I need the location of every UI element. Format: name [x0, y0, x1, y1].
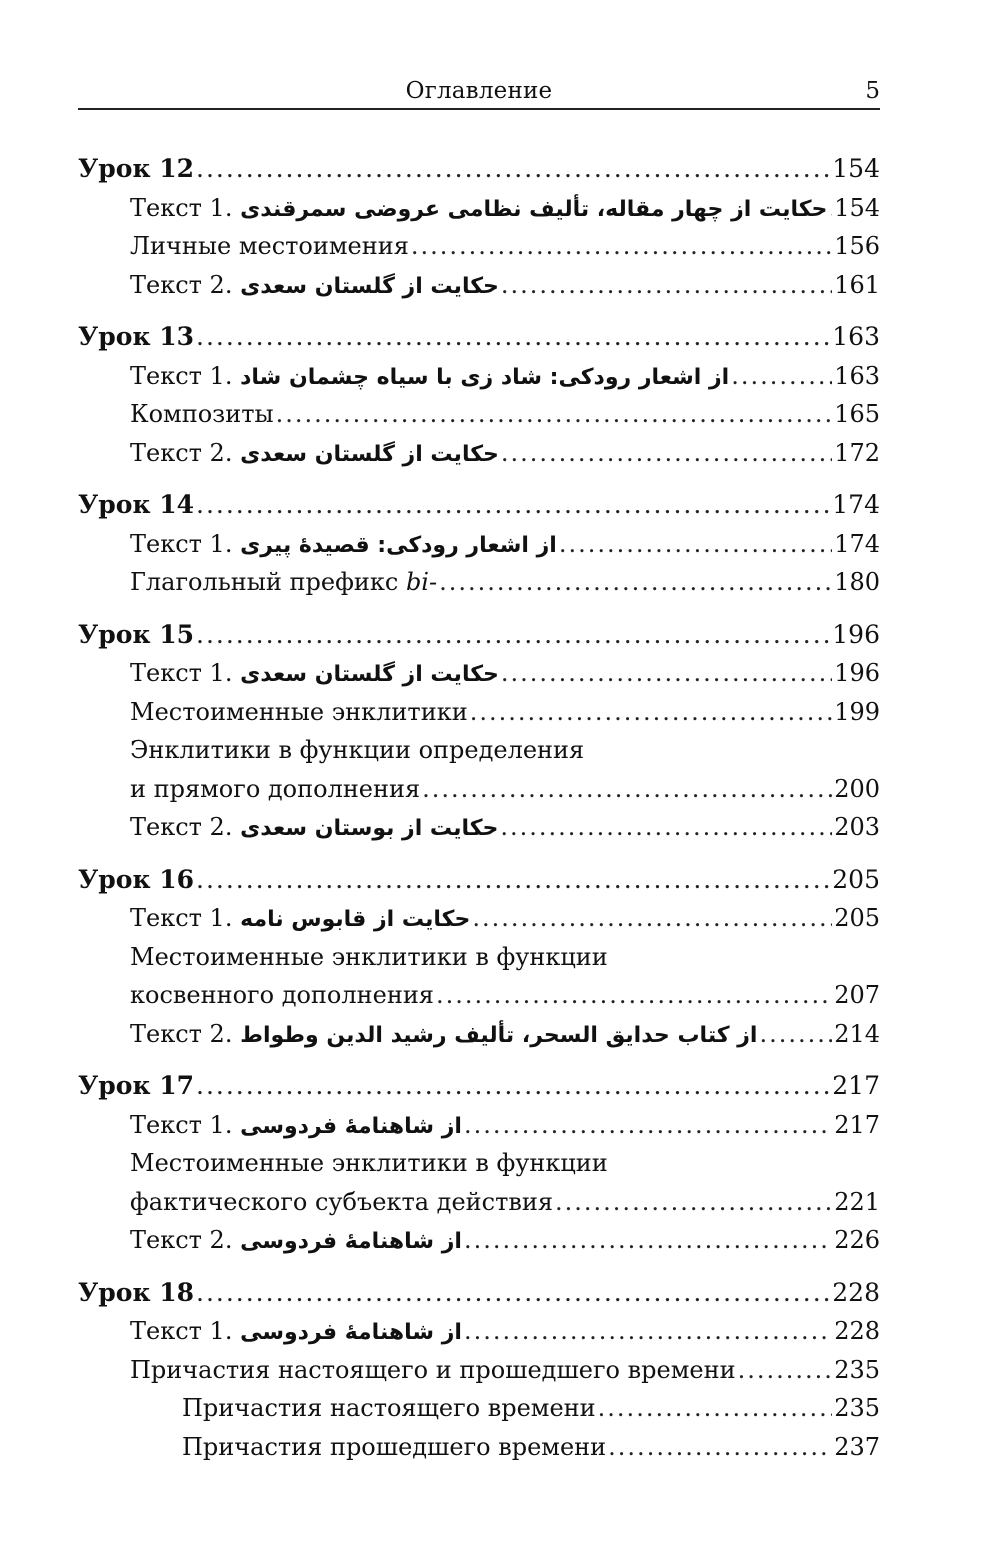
entry-title: Причастия настоящего времени [182, 1394, 596, 1422]
toc-entry[interactable] [78, 266, 880, 305]
entry-prefix: Текст 1. [130, 659, 233, 687]
entry-prefix: Текст 2. [130, 438, 233, 467]
page-ref: 205 [834, 904, 880, 932]
entry-prefix: Текст 1. [130, 904, 233, 932]
toc-lesson-block [78, 616, 880, 847]
entry-label [130, 938, 608, 977]
leader-dots [731, 357, 832, 396]
toc-entry[interactable] [78, 1106, 880, 1145]
page-ref: 154 [832, 154, 880, 183]
entry-persian-title: از اشعار رودکی: شاد زی با سیاه چشمان شاد [240, 364, 730, 390]
page-ref: 165 [834, 400, 880, 428]
entry-label [130, 227, 409, 266]
toc-entry[interactable] [78, 395, 880, 434]
page-ref: 217 [834, 1110, 880, 1139]
toc-entry[interactable] [78, 808, 880, 847]
leader-dots [196, 150, 830, 189]
entry-persian-title: از شاهنامهٔ فردوسی [240, 1320, 462, 1345]
page-ref: 237 [834, 1432, 880, 1461]
entry-prefix: Текст 1. [130, 361, 233, 390]
toc-lesson-block [78, 486, 880, 602]
entry-persian-title: حکایت از چهار مقاله، تألیف نظامی عروضی سمرقندی [240, 196, 828, 222]
page-ref: 174 [832, 490, 880, 519]
entry-label [130, 563, 437, 602]
leader-dots [501, 434, 832, 473]
entry-persian-title: حکایت از گلستان سعدی [240, 273, 499, 299]
toc-entry[interactable] [78, 1312, 880, 1351]
entry-prefix: Текст 1. [130, 193, 233, 222]
entry-label [130, 976, 434, 1015]
leader-dots [436, 976, 832, 1015]
toc-lesson-block [78, 1274, 880, 1467]
page-ref: 199 [834, 697, 880, 726]
lesson-title: Урок 17 [78, 1071, 194, 1100]
lesson-title: Урок 16 [78, 864, 194, 894]
entry-persian-title: از شاهنامهٔ فردوسی [240, 1229, 462, 1254]
entry-persian-title: حکایت از گلستان سعدی [240, 441, 499, 467]
leader-dots [598, 1389, 833, 1428]
page-ref: 221 [834, 1187, 880, 1216]
toc-entry[interactable] [78, 563, 880, 602]
entry-label [130, 693, 468, 732]
page-ref: 196 [832, 619, 880, 649]
toc-entry[interactable] [78, 938, 880, 977]
leader-dots [608, 1428, 832, 1467]
entry-title: Глагольный префикс [130, 568, 399, 596]
page-ref: 163 [832, 322, 880, 351]
leader-dots [829, 189, 832, 228]
toc-entry[interactable] [78, 357, 880, 396]
page-ref: 226 [834, 1226, 880, 1254]
toc-entry[interactable] [78, 899, 880, 938]
entry-persian-title: حکایت از بوستان سعدی [240, 816, 499, 841]
lesson-title: Урок 12 [78, 154, 194, 183]
toc-entry[interactable] [78, 976, 880, 1015]
page-ref: 163 [834, 361, 880, 390]
toc-entry[interactable] [78, 654, 880, 693]
page-ref: 196 [834, 659, 880, 687]
leader-dots [464, 1221, 832, 1260]
toc-lesson-block [78, 150, 880, 304]
leader-dots [470, 693, 833, 732]
entry-title: Местоименные энклитики [130, 697, 468, 726]
entry-label [130, 1106, 462, 1147]
entry-label [130, 1221, 462, 1262]
entry-persian-title: حکایت از قابوس نامه [240, 907, 471, 932]
entry-title: Причастия прошедшего времени [182, 1432, 607, 1461]
entry-title: косвенного дополнения [130, 981, 434, 1009]
leader-dots [196, 1067, 830, 1106]
leader-dots [464, 1312, 832, 1351]
page-ref: 228 [834, 1317, 880, 1345]
toc-entry[interactable] [78, 1221, 880, 1260]
toc-entry[interactable] [78, 1183, 880, 1222]
leader-dots [422, 770, 832, 809]
toc-lesson-block [78, 318, 880, 472]
leader-dots [411, 227, 832, 266]
entry-persian-title: از اشعار رودکی: قصیدهٔ پیری [240, 532, 557, 558]
entry-label [130, 1183, 553, 1222]
leader-dots [464, 1106, 832, 1145]
page-ref: 228 [832, 1277, 880, 1307]
entry-label [130, 770, 420, 809]
page-ref: 180 [834, 568, 880, 596]
leader-dots [738, 1351, 833, 1390]
entry-prefix: Текст 2. [130, 270, 233, 299]
entry-title: Причастия настоящего и прошедшего времени [130, 1355, 736, 1384]
toc-lesson-block [78, 1067, 880, 1260]
leader-dots [501, 266, 832, 305]
toc-lesson-heading[interactable] [78, 486, 880, 525]
leader-dots [559, 525, 832, 564]
entry-prefix: Текст 2. [130, 1019, 233, 1048]
page-ref: 235 [834, 1355, 880, 1384]
toc-entry[interactable] [78, 434, 880, 473]
leader-dots [196, 861, 830, 900]
entry-italic: bi- [405, 568, 438, 596]
entry-label [130, 1015, 757, 1056]
entry-title: Личные местоимения [130, 232, 409, 260]
page-ref: 217 [832, 1071, 880, 1100]
page-ref: 235 [834, 1394, 880, 1422]
toc-entry[interactable] [78, 1015, 880, 1054]
entry-prefix: Текст 2. [130, 1226, 233, 1254]
lesson-title: Урок 15 [78, 619, 194, 649]
toc-lesson-heading[interactable] [78, 318, 880, 357]
page-ref: 203 [834, 813, 880, 841]
entry-label [130, 434, 499, 475]
leader-dots [196, 318, 830, 357]
leader-dots [555, 1183, 832, 1222]
toc-lesson-heading[interactable] [78, 150, 880, 189]
entry-label [130, 525, 557, 566]
page-ref: 161 [834, 270, 880, 299]
entry-label [182, 1389, 596, 1428]
lesson-title: Урок 14 [78, 490, 194, 519]
entry-title: и прямого дополнения [130, 774, 421, 803]
leader-dots [500, 808, 832, 847]
table-of-contents [78, 150, 880, 1480]
page-ref: 174 [834, 529, 880, 558]
entry-persian-title: حکایت از گلستان سعدی [240, 662, 499, 687]
entry-label [130, 1144, 608, 1183]
toc-entry[interactable] [78, 1144, 880, 1183]
toc-entry[interactable] [78, 189, 880, 228]
leader-dots [472, 899, 832, 938]
page-header [78, 76, 880, 110]
entry-title: Композиты [130, 400, 274, 428]
entry-persian-title: از کتاب حدایق السحر، تألیف رشید الدین وطواط [240, 1022, 758, 1048]
entry-title: Энклитики в функции определения [130, 736, 585, 764]
toc-entry[interactable] [78, 693, 880, 732]
leader-dots [439, 563, 832, 602]
entry-label [130, 357, 729, 398]
lesson-title: Урок 18 [78, 1277, 194, 1307]
toc-entry[interactable] [78, 1389, 880, 1428]
page-number: 5 [865, 78, 880, 104]
entry-label [130, 731, 584, 770]
entry-label [182, 1428, 606, 1467]
leader-dots [276, 395, 833, 434]
page-ref: 214 [834, 1019, 880, 1048]
toc-lesson-heading[interactable] [78, 616, 880, 655]
page-ref: 156 [834, 232, 880, 260]
entry-persian-title: از شاهنامهٔ فردوسی [240, 1113, 462, 1139]
entry-label [130, 899, 470, 940]
toc-lesson-heading[interactable] [78, 861, 880, 900]
entry-title: Местоименные энклитики в функции [130, 942, 608, 971]
entry-label [130, 808, 498, 849]
lesson-title: Урок 13 [78, 322, 194, 351]
entry-label [130, 1312, 462, 1353]
toc-entry[interactable] [78, 525, 880, 564]
entry-prefix: Текст 1. [130, 1110, 233, 1139]
toc-lesson-block [78, 861, 880, 1054]
entry-prefix: Текст 1. [130, 1317, 233, 1345]
entry-title: фактического субъекта действия [130, 1187, 554, 1216]
leader-dots [196, 1274, 830, 1313]
entry-label [130, 395, 274, 434]
toc-entry[interactable] [78, 1428, 880, 1467]
leader-dots [501, 654, 832, 693]
entry-label [130, 189, 827, 230]
toc-lesson-heading[interactable] [78, 1067, 880, 1106]
leader-dots [196, 616, 830, 655]
page-title: Оглавление [405, 78, 553, 104]
toc-entry[interactable] [78, 731, 880, 770]
leader-dots [196, 486, 830, 525]
entry-label [130, 1351, 736, 1390]
entry-label [130, 654, 499, 695]
entry-prefix: Текст 2. [130, 813, 233, 841]
entry-label [130, 266, 499, 307]
leader-dots [759, 1015, 832, 1054]
toc-entry[interactable] [78, 227, 880, 266]
entry-title: Местоименные энклитики в функции [130, 1149, 608, 1177]
toc-entry[interactable] [78, 1351, 880, 1390]
toc-entry[interactable] [78, 770, 880, 809]
page-ref: 205 [832, 864, 880, 894]
page-ref: 207 [834, 981, 880, 1009]
page-ref: 200 [834, 774, 880, 803]
page-ref: 172 [834, 438, 880, 467]
toc-lesson-heading[interactable] [78, 1274, 880, 1313]
page-ref: 154 [834, 193, 880, 222]
entry-prefix: Текст 1. [130, 529, 233, 558]
